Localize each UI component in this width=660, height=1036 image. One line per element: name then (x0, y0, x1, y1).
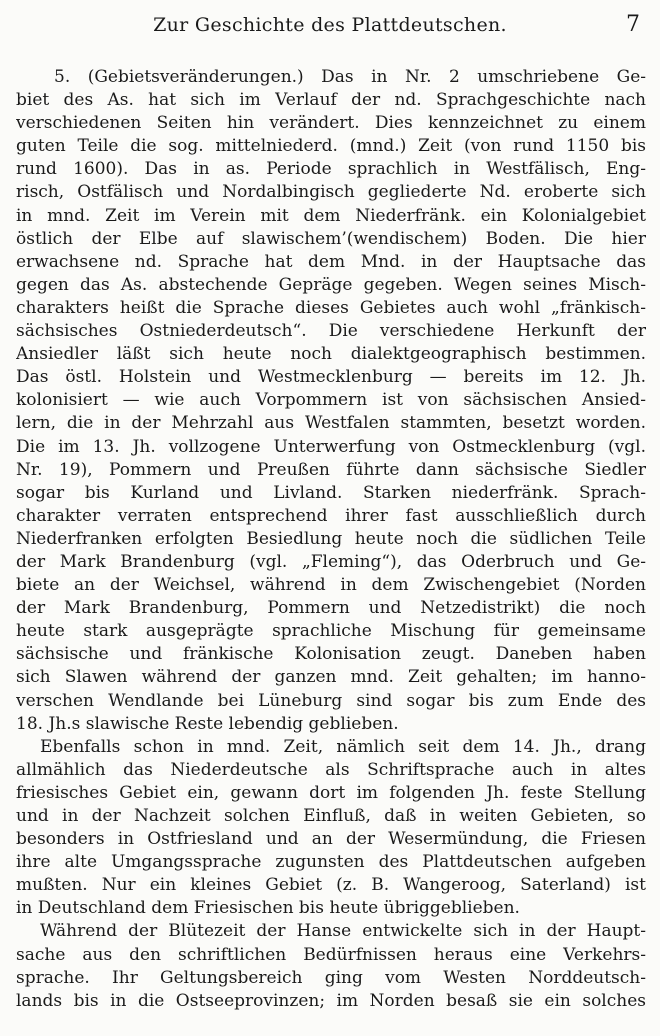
text-line: sächsische und fränkische Kolonisation zeugt. Daneben haben (16, 644, 646, 665)
text-line: Das östl. Holstein und Westmecklenburg — bereits im 12. Jh. (16, 367, 646, 388)
text-line: und in der Nachzeit solchen Einfluß, daß in weiten Gebieten, so (16, 806, 646, 826)
text-line: guten Teile die sog. mittelniederd. (mnd.) Zeit (von rund 1150 bis (16, 136, 646, 157)
text-line: risch, Ostfälisch und Nordalbingisch gegliederte Nd. eroberte sich (16, 182, 646, 203)
text-line: sich Slawen während der ganzen mnd. Zeit gehalten; im hanno- (16, 667, 646, 688)
body-text (16, 66, 646, 1013)
text-line: in Deutschland dem Friesischen bis heute übriggeblieben. (16, 898, 520, 919)
text-line: sächsisches Ostniederdeutsch“. Die verschiedene Herkunft der (16, 321, 646, 342)
text-line: biete an der Weichsel, während in dem Zwischengebiet (Norden (16, 575, 646, 596)
text-line: Ansiedler läßt sich heute noch dialektgeographisch bestimmen. (16, 344, 646, 365)
text-line: Ebenfalls schon in mnd. Zeit, nämlich seit dem 14. Jh., drang (40, 736, 646, 757)
page-number: 7 (626, 12, 640, 37)
text-line: mußten. Nur ein kleines Gebiet (z. B. Wangeroog, Saterland) ist (16, 875, 646, 896)
text-line: sprache. Ihr Geltungsbereich ging vom Westen Norddeutsch- (16, 967, 646, 988)
text-line: östlich der Elbe auf slawischem’(wendischem) Boden. Die hier (16, 228, 646, 249)
text-line: besonders in Ostfriesland und an der Wesermündung, die Friesen (16, 829, 646, 850)
text-line: gegen das As. abstechende Gepräge gegeben. Wegen seines Misch- (16, 274, 646, 295)
text-line: 5. (Gebietsveränderungen.) Das in Nr. 2 umschriebene Ge- (54, 67, 646, 87)
text-line: der Mark Brandenburg, Pommern und Netzedistrikt) die noch (16, 598, 646, 619)
text-line: 18. Jh.s slawische Reste lebendig geblieben. (16, 713, 399, 734)
text-line: Nr. 19), Pommern und Preußen führte dann sächsische Siedler (16, 459, 646, 480)
text-line: charakter verraten entsprechend ihrer fast ausschließlich durch (16, 505, 646, 526)
text-line: in mnd. Zeit im Verein mit dem Niederfränk. ein Kolonialgebiet (16, 205, 646, 226)
text-line: biet des As. hat sich im Verlauf der nd. Sprachgeschichte nach (16, 90, 646, 111)
text-line: rund 1600). Das in as. Periode sprachlich in Westfälisch, Eng- (16, 159, 646, 180)
text-line: ihre alte Umgangssprache zugunsten des Plattdeutschen aufgeben (16, 852, 646, 873)
text-line: erwachsene nd. Sprache hat dem Mnd. in der Hauptsache das (16, 251, 646, 272)
text-line: lands bis in die Ostseeprovinzen; im Norden besaß sie ein solches (16, 990, 646, 1011)
text-line: Während der Blütezeit der Hanse entwickelte sich in der Haupt- (40, 921, 646, 942)
running-title: Zur Geschichte des Plattdeutschen. (153, 14, 507, 36)
running-header (0, 14, 660, 44)
text-line: heute stark ausgeprägte sprachliche Mischung für gemeinsame (16, 621, 646, 642)
text-line: friesisches Gebiet ein, gewann dort im folgenden Jh. feste Stellung (16, 782, 646, 803)
text-line: allmählich das Niederdeutsche als Schriftsprache auch in altes (16, 759, 646, 780)
text-line: Niederfranken erfolgten Besiedlung heute noch die südlichen Teile (16, 528, 646, 549)
text-line: verschiedenen Seiten hin verändert. Dies kennzeichnet zu einem (16, 113, 646, 134)
text-line: Die im 13. Jh. vollzogene Unterwerfung von Ostmecklenburg (vgl. (16, 436, 646, 457)
text-line: charakters heißt die Sprache dieses Gebietes auch wohl „fränkisch- (16, 297, 646, 318)
text-line: lern, die in der Mehrzahl aus Westfalen stammten, besetzt worden. (16, 413, 646, 434)
text-line: verschen Wendlande bei Lüneburg sind sogar bis zum Ende des (16, 690, 646, 711)
text-line: sache aus den schriftlichen Bedürfnissen heraus eine Verkehrs- (16, 944, 646, 965)
text-line: kolonisiert — wie auch Vorpommern ist von sächsischen Ansied- (16, 390, 646, 411)
text-line: sogar bis Kurland und Livland. Starken niederfränk. Sprach- (16, 482, 646, 503)
text-line: der Mark Brandenburg (vgl. „Fleming“), das Oderbruch und Ge- (16, 551, 646, 572)
